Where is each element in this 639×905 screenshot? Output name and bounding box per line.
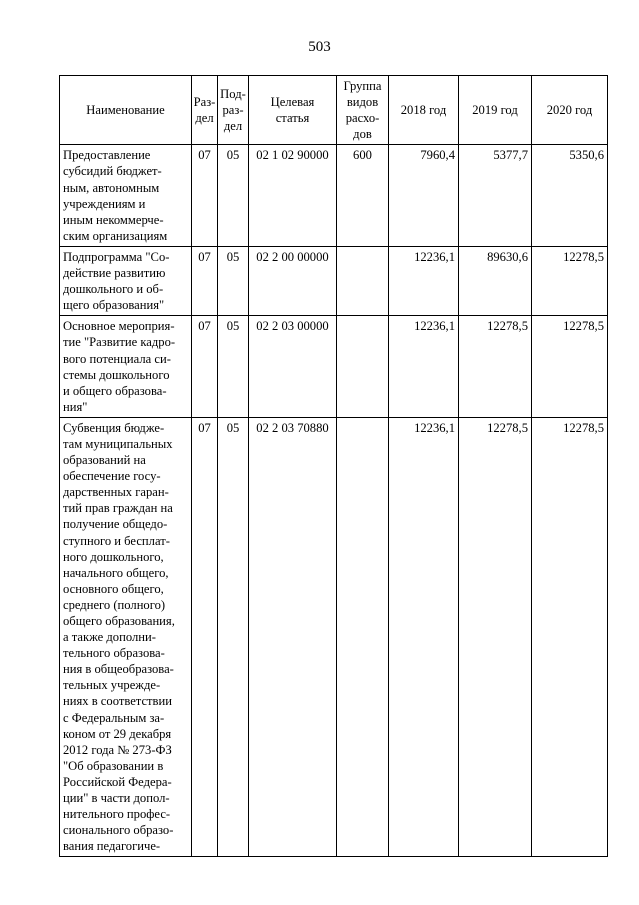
row-name-line: тие "Развитие кадро- <box>63 335 176 350</box>
row-name-line: ции" в части допол- <box>63 791 170 806</box>
row-name-line: а также дополни- <box>63 630 156 645</box>
row-name-line: стемы дошкольного <box>63 367 170 382</box>
row-2018: 12236,1 <box>389 246 459 315</box>
header-podrazdel <box>218 76 249 145</box>
row-name-line: тий прав граждан на <box>63 501 173 516</box>
row-podrazdel: 05 <box>218 145 249 247</box>
row-name-line: тельных учрежде- <box>63 678 161 693</box>
row-name <box>60 316 192 418</box>
row-name-line: Субвенция бюдже- <box>63 420 165 435</box>
row-name-line: общего образования, <box>63 614 175 628</box>
row-name <box>60 145 192 247</box>
row-name-line: Российской Федера- <box>63 774 172 789</box>
header-group-line: видов <box>346 95 379 110</box>
row-name-line: ния в общеобразова- <box>63 662 174 677</box>
row-podrazdel: 05 <box>218 417 249 857</box>
header-razdel-line: дел <box>195 111 214 126</box>
row-name-line: 2012 года № 273-ФЗ <box>63 742 172 757</box>
header-podrazdel-line: раз- <box>222 103 244 118</box>
row-name-line: сионального образо- <box>63 823 174 838</box>
row-name-line: вого потенциала си- <box>63 351 171 366</box>
header-group <box>337 76 389 145</box>
row-name-line: ния" <box>63 399 88 414</box>
header-razdel-line: Раз- <box>193 95 216 110</box>
row-2018: 12236,1 <box>389 316 459 418</box>
table-row <box>60 145 608 247</box>
row-name-line: Подпрограмма "Со- <box>63 249 170 264</box>
row-name-line: начального общего, <box>63 565 169 580</box>
header-2019: 2019 год <box>459 76 532 145</box>
header-name: Наименование <box>60 76 192 145</box>
header-article-line: Целевая <box>270 95 315 110</box>
page-number: 503 <box>308 39 331 55</box>
row-name-line: и общего образова- <box>63 383 167 398</box>
row-razdel: 07 <box>192 246 218 315</box>
row-razdel: 07 <box>192 145 218 247</box>
row-name-line: ступного и бесплат- <box>63 533 170 548</box>
row-2018: 7960,4 <box>389 145 459 247</box>
row-name-line: там муниципальных <box>63 436 173 451</box>
header-group-line: расхо- <box>345 111 380 126</box>
row-2020: 5350,6 <box>532 145 608 247</box>
row-name-line: тельного образова- <box>63 646 165 661</box>
row-name <box>60 417 192 857</box>
row-2019: 12278,5 <box>459 316 532 418</box>
row-name-line: вания педагогиче- <box>63 839 161 854</box>
header-2018: 2018 год <box>389 76 459 145</box>
header-podrazdel-line: Под- <box>220 87 246 102</box>
row-name-line: Предоставление <box>63 148 151 163</box>
row-2020: 12278,5 <box>532 417 608 857</box>
row-2020: 12278,5 <box>532 246 608 315</box>
row-name-line: учреждениям и <box>63 196 146 211</box>
row-name-line: щего образования" <box>63 298 165 313</box>
budget-table <box>59 75 608 857</box>
header-article <box>249 76 337 145</box>
row-2018: 12236,1 <box>389 417 459 857</box>
table-row <box>60 316 608 418</box>
row-group <box>337 246 389 315</box>
table-header-row <box>60 76 608 145</box>
row-name-line: действие развитию <box>63 266 166 281</box>
row-name-line: дарственных гаран- <box>63 485 169 500</box>
row-name <box>60 246 192 315</box>
header-podrazdel-line: дел <box>223 119 243 134</box>
row-name-line: ного дошкольного, <box>63 549 164 564</box>
row-razdel: 07 <box>192 316 218 418</box>
row-name-line: основного общего, <box>63 581 164 596</box>
header-group-line: дов <box>353 127 372 142</box>
row-name-line: с Федеральным за- <box>63 710 165 725</box>
row-name-line: коном от 29 декабря <box>63 726 172 741</box>
row-podrazdel: 05 <box>218 316 249 418</box>
row-razdel: 07 <box>192 417 218 857</box>
row-article: 02 1 02 90000 <box>249 145 337 247</box>
table-row <box>60 246 608 315</box>
row-name-line: среднего (полного) <box>63 597 166 612</box>
row-2019: 12278,5 <box>459 417 532 857</box>
header-2020: 2020 год <box>532 76 608 145</box>
row-2019: 89630,6 <box>459 246 532 315</box>
row-name-line: ским организациям <box>63 228 168 243</box>
row-name-line: ниях в соответствии <box>63 694 172 709</box>
row-name-line: образований на <box>63 453 146 468</box>
row-article: 02 2 00 00000 <box>249 246 337 315</box>
header-group-line: Группа <box>343 79 382 93</box>
row-2019: 5377,7 <box>459 145 532 247</box>
row-group: 600 <box>337 145 389 247</box>
row-name-line: субсидий бюджет- <box>63 164 162 179</box>
row-2020: 12278,5 <box>532 316 608 418</box>
row-name-line: ным, автономным <box>63 180 160 195</box>
row-name-line: получение общедо- <box>63 517 168 532</box>
row-podrazdel: 05 <box>218 246 249 315</box>
row-name-line: обеспечение госу- <box>63 469 161 484</box>
header-article-line: статья <box>275 111 310 126</box>
header-razdel <box>192 76 218 145</box>
row-name-line: Основное мероприя- <box>63 319 175 334</box>
row-name-line: "Об образовании в <box>63 758 164 773</box>
row-group <box>337 417 389 857</box>
table-row <box>60 417 608 857</box>
row-group <box>337 316 389 418</box>
row-article: 02 2 03 70880 <box>249 417 337 857</box>
row-name-line: иным некоммерче- <box>63 212 164 227</box>
row-name-line: нительного профес- <box>63 807 171 822</box>
row-name-line: дошкольного и об- <box>63 282 164 297</box>
row-article: 02 2 03 00000 <box>249 316 337 418</box>
